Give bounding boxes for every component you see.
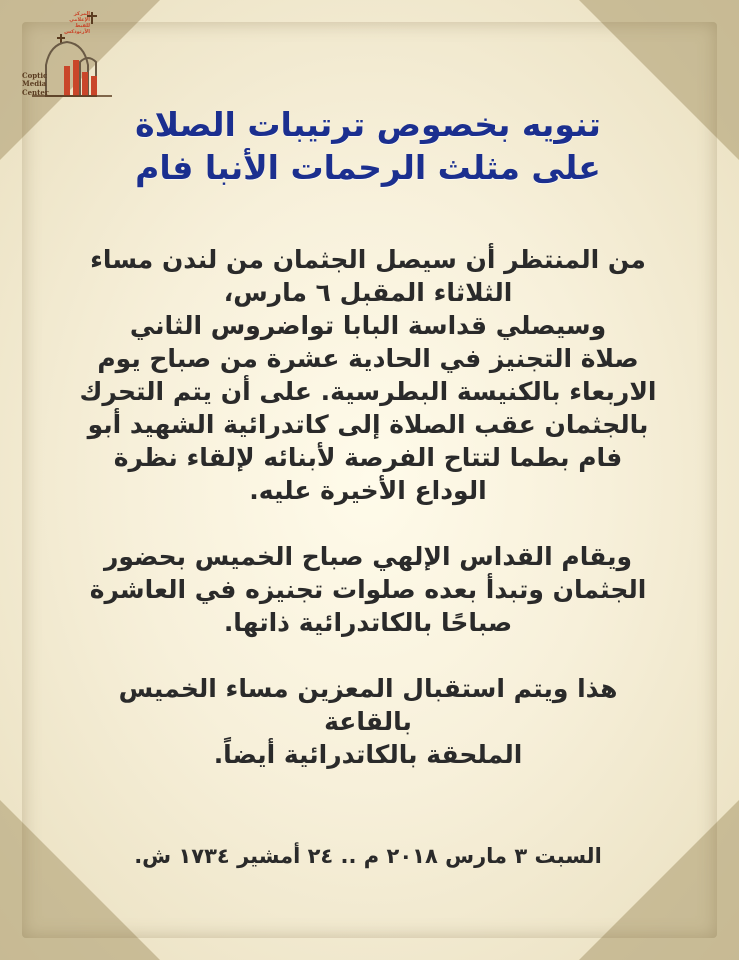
text-line: ويقام القداس الإلهي صباح الخميس بحضور [103, 542, 633, 571]
text-line: الملحقة بالكاتدرائية أيضاً. [213, 740, 523, 769]
announcement-body [78, 243, 658, 771]
coptic-media-center-logo [22, 10, 117, 105]
corner-fold-bottom-left [0, 800, 160, 960]
text-line: فام بطما لتتاح الفرصة لأبنائه لإلقاء نظرة [113, 443, 623, 472]
announcement [78, 103, 658, 804]
logo-caption: Coptic Media Center [22, 71, 49, 97]
corner-fold-bottom-right [579, 800, 739, 960]
announcement-date: السبت ٣ مارس ٢٠١٨ م .. ٢٤ أمشير ١٧٣٤ ش. [134, 844, 602, 868]
text-line: الاربعاء بالكنيسة البطرسية. على أن يتم التحرك [79, 377, 657, 406]
title-line: على مثلث الرحمات الأنبا فام [135, 148, 601, 187]
text-line: الجثمان وتبدأ بعده صلوات تجنيزه في العاشرة [89, 575, 647, 604]
text-line: وسيصلي قداسة البابا تواضروس الثاني [129, 311, 607, 340]
title-line: تنويه بخصوص ترتيبات الصلاة [135, 105, 601, 144]
logo-arabic-text: المركز الإعلامي للقبط الأرثوذكس [64, 11, 90, 35]
text-line: هذا ويتم استقبال المعزين مساء الخميس بالقاعة [118, 674, 618, 736]
text-line: الوداع الأخيرة عليه. [249, 476, 487, 505]
announcement-title [78, 103, 658, 189]
text-line: الثلاثاء المقبل ٦ مارس، [223, 278, 513, 307]
text-line: بالجثمان عقب الصلاة إلى كاتدرائية الشهيد أبو [87, 410, 649, 439]
text-line: صباحًا بالكاتدرائية ذاتها. [223, 608, 513, 637]
paragraph-3 [78, 672, 658, 771]
text-line: صلاة التجنيز في الحادية عشرة من صباح يوم [97, 344, 639, 373]
text-line: من المنتظر أن سيصل الجثمان من لندن مساء [90, 245, 646, 274]
paragraph-1 [78, 243, 658, 507]
paragraph-2 [78, 540, 658, 639]
